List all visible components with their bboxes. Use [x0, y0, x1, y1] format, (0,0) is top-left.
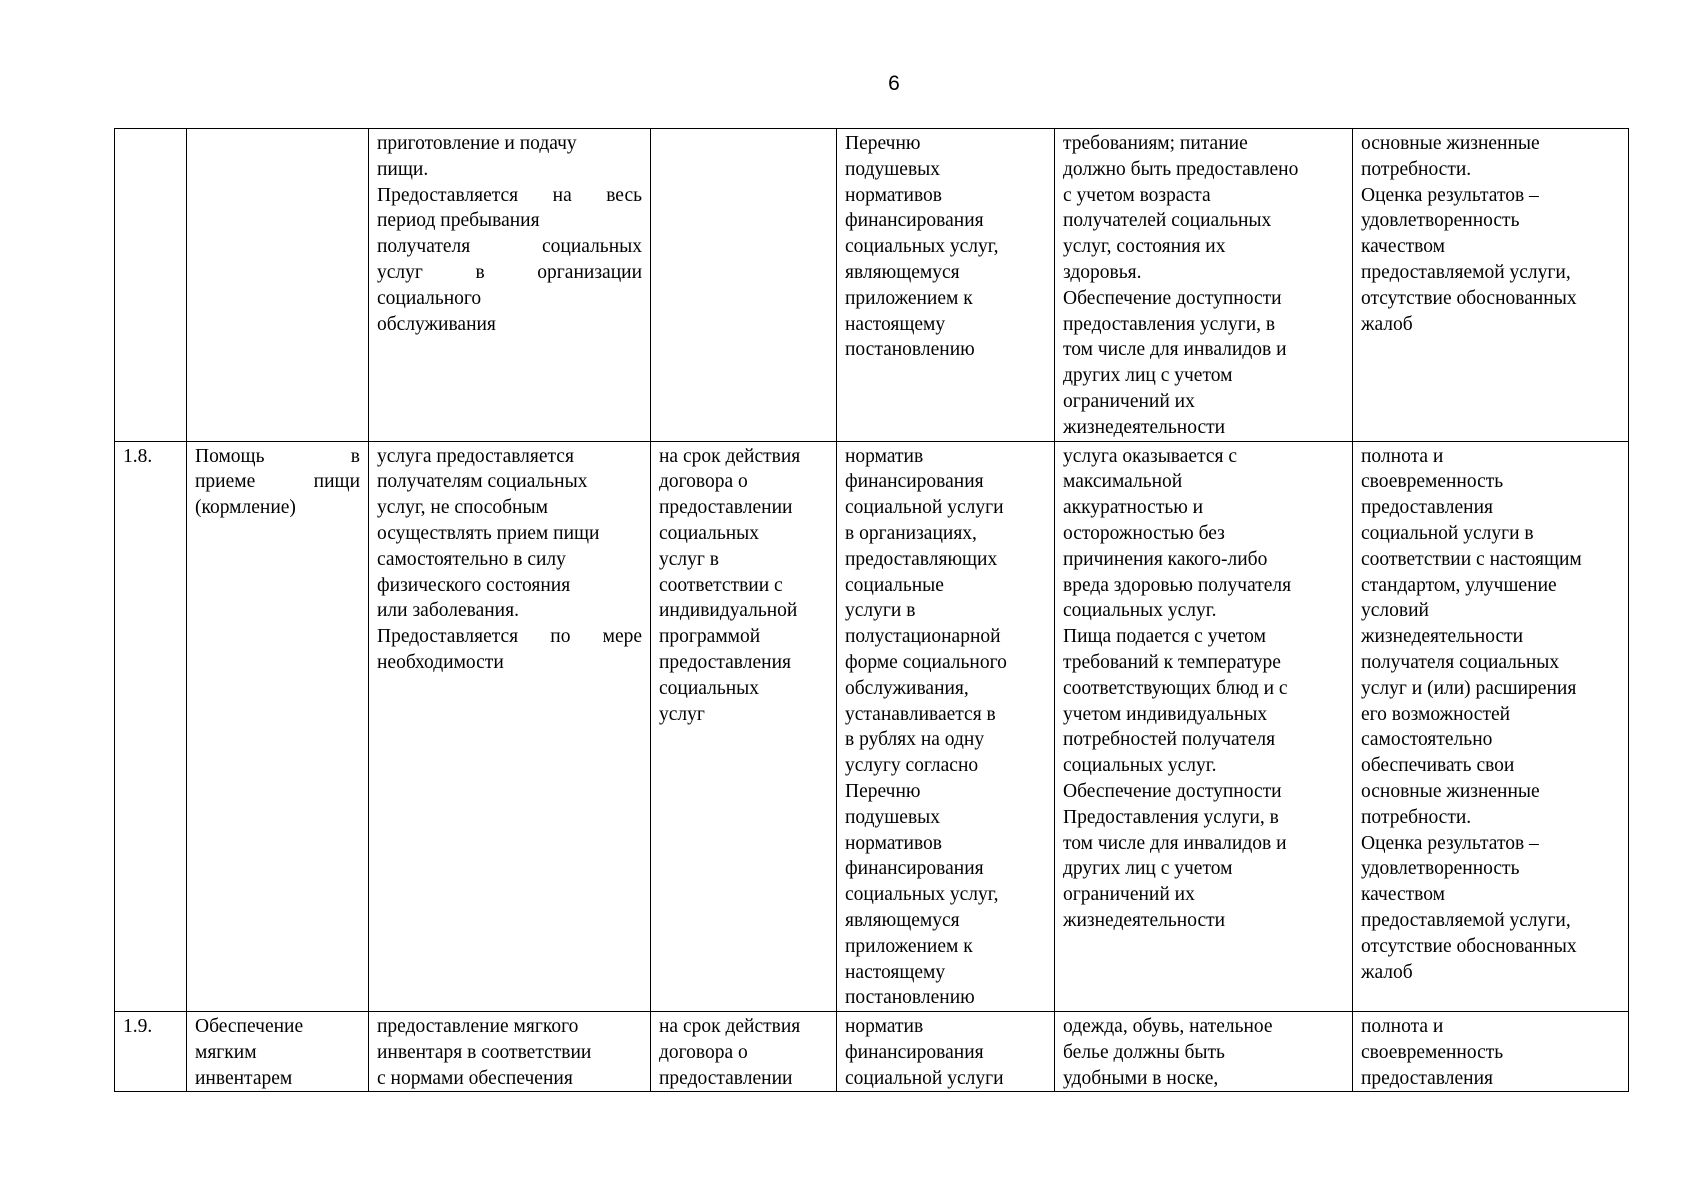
description-line: пищи.: [377, 158, 429, 180]
table-row: [115, 129, 1629, 442]
cell-norm: норматив финансирования социальной услуги: [837, 1012, 1055, 1092]
table-row: [115, 441, 1629, 1012]
cell-term: [651, 129, 837, 442]
cell-service-name: [187, 441, 369, 1012]
cell-term: на срок действия договора о предоставлении социальных услуг в соответствии с индивидуальной программой предоставления социальных услуг: [651, 441, 837, 1012]
cell-term: на срок действия договора о предоставлении: [651, 1012, 837, 1092]
description-line: обслуживания: [377, 313, 496, 335]
cell-norm: норматив финансирования социальной услуги в организациях, предоставляющих социальные услуги в полустационарной форме социального обслуживания, устанавливается в в рублях на одну услугу согласно Перечню подушевых нормативов финансирования социальных услуг, являющемуся приложением к настоящему постановлению: [837, 441, 1055, 1012]
cell-service-name: Обеспечение мягким инвентарем: [187, 1012, 369, 1092]
cell-description: предоставление мягкого инвентаря в соответствии с нормами обеспечения: [369, 1012, 651, 1092]
service-name-line: Помощь в: [195, 445, 360, 467]
cell-conditions: требованиям; питание должно быть предоставлено с учетом возраста получателей социальных услуг, состояния их здоровья. Обеспечение доступности предоставления услуги, в том числе для инвалидов и других лиц с учетом ограничений их жизнедеятельности: [1055, 129, 1353, 442]
cell-service-name: [187, 129, 369, 442]
page-number: 6: [888, 72, 900, 95]
cell-number: 1.9.: [115, 1012, 187, 1092]
description-line: социального: [377, 287, 482, 309]
cell-description: [369, 129, 651, 442]
description-line: Предоставляется на весь: [377, 184, 642, 206]
cell-indicators: полнота и своевременность предоставления социальной услуги в соответствии с настоящим стандартом, улучшение условий жизнедеятельности получателя социальных услуг и (или) расширения его возможностей самостоятельно обеспечивать свои основные жизненные потребности. Оценка результатов – удовлетворенность качеством предоставляемой услуги, отсутствие обоснованных жалоб: [1353, 441, 1629, 1012]
cell-indicators: полнота и своевременность предоставления: [1353, 1012, 1629, 1092]
table-row: [115, 1012, 1629, 1092]
cell-number: [115, 129, 187, 442]
cell-conditions: услуга оказывается с максимальной аккуратностью и осторожностью без причинения какого-либо вреда здоровью получателя социальных услуг. Пища подается с учетом требований к температуре соответствующих блюд и с учетом индивидуальных потребностей получателя социальных услуг. Обеспечение доступности Предоставления услуги, в том числе для инвалидов и других лиц с учетом ограничений их жизнедеятельности: [1055, 441, 1353, 1012]
service-standard-table: [114, 128, 1629, 1092]
service-name-line: приеме пищи: [195, 471, 360, 493]
description-line: получателя социальных: [377, 236, 642, 258]
description-text: услуга предоставляется получателям социальных услуг, не способным осуществлять прием пищи самостоятельно в силу физического состояния или заболевания.: [377, 445, 600, 622]
description-line: период пребывания: [377, 210, 540, 232]
cell-norm: Перечню подушевых нормативов финансирования социальных услуг, являющемуся приложением к настоящему постановлению: [837, 129, 1055, 442]
cell-conditions: одежда, обувь, нательное белье должны быть удобными в носке,: [1055, 1012, 1353, 1092]
description-line: приготовление и подачу: [377, 133, 577, 154]
description-line: услуг в организации: [377, 261, 642, 283]
cell-description: [369, 441, 651, 1012]
description-line: Предоставляется по мере: [377, 626, 642, 648]
cell-number: 1.8.: [115, 441, 187, 1012]
cell-indicators: основные жизненные потребности. Оценка результатов – удовлетворенность качеством предоставляемой услуги, отсутствие обоснованных жалоб: [1353, 129, 1629, 442]
service-name-line: (кормление): [195, 497, 296, 519]
description-line: необходимости: [377, 651, 504, 673]
